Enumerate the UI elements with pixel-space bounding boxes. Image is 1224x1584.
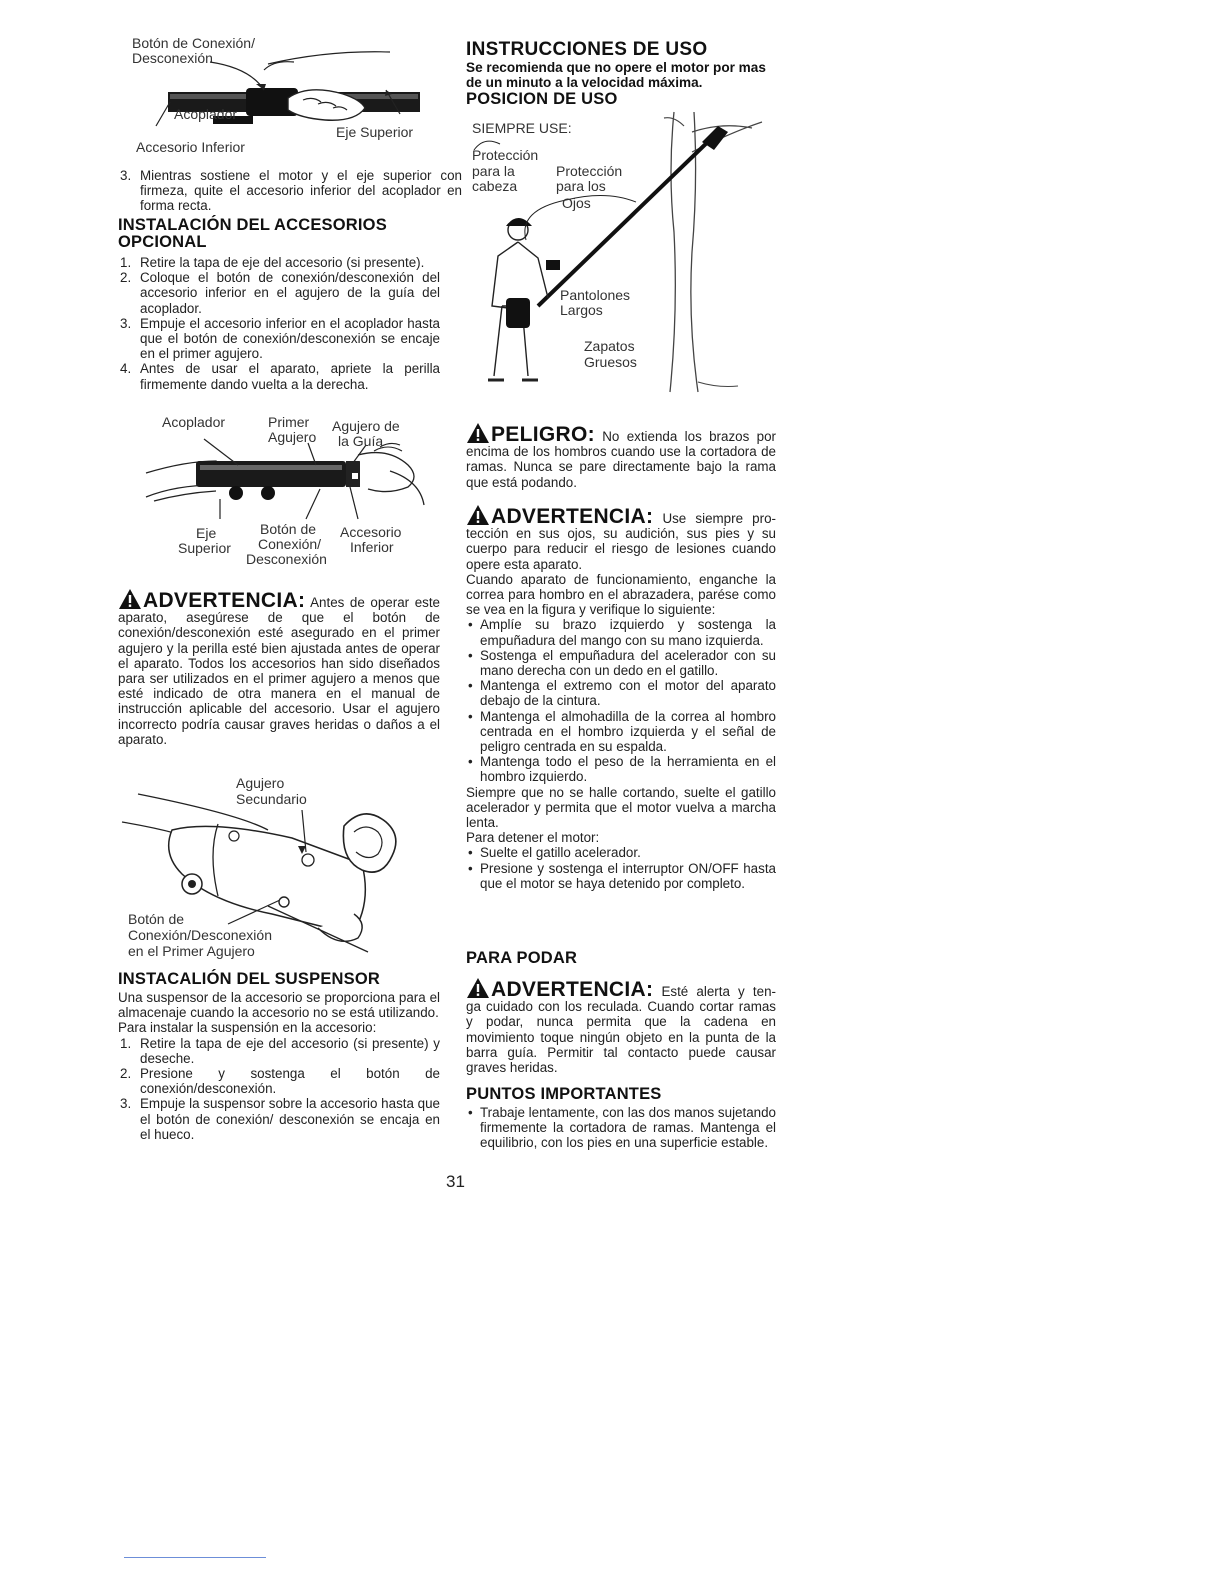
optional-steps <box>118 255 440 392</box>
stop-engine-steps <box>466 845 776 891</box>
fig2-label-first-hole-2: Agujero <box>268 429 317 445</box>
fig4-label-shoes: Zapatos <box>584 338 635 354</box>
warning-text: tección en sus ojos, su audición, sus pies y su cuerpo para reducir el riesgo de lesiones cuando opere esta aparato. <box>466 526 776 572</box>
fig4-label-head-3: cabeza <box>472 178 518 194</box>
warning-triangle-icon <box>466 504 490 526</box>
fig4-label-head: Protección <box>472 147 539 163</box>
fig4-label-head-2: para la <box>472 163 515 179</box>
list-item: • Mantenga el almohadilla de la correa al hombro centrada en el hombro izquierda y el señal de peligro centrada en su espalda. <box>468 708 776 755</box>
suspensor-intro-2: Para instalar la suspensión en la accesorio: <box>118 1020 377 1036</box>
warning-triangle-icon <box>466 422 490 444</box>
step-number: 3. <box>120 168 132 183</box>
figure-coupler-removal <box>118 30 440 160</box>
important-points-section <box>466 1086 776 1151</box>
pruning-warning <box>466 977 776 1075</box>
warning-triangle-icon <box>466 977 490 999</box>
list-item: • Mantenga todo el peso de la herramienta en el hombro izquierdo. <box>468 754 776 785</box>
danger-title: PELIGRO: <box>491 423 595 446</box>
warning-triangle-icon <box>118 588 142 610</box>
fig3-label-hole: Agujero <box>236 775 285 791</box>
optional-section <box>118 217 440 392</box>
fig1-label-coupler: Acoplador <box>174 106 238 122</box>
warning-title: ADVERTENCIA: <box>491 978 654 1001</box>
pruning-section <box>466 950 776 1075</box>
figure-attachment-install <box>118 415 440 575</box>
fig2-label-guide-hole: Agujero de <box>332 418 400 434</box>
fig2-label-upper: Eje <box>196 525 217 541</box>
step-text: Mientras sostiene el motor y el eje superior con firmeza, quite el accesorio inferior del acoplador en forma recta. <box>140 168 462 214</box>
fig3-label-hole-2: Secundario <box>236 791 307 807</box>
list-item: 2. Coloque el botón de conexión/desconexión del accesorio inferior en el agujero de la guía del acoplador. <box>120 270 440 316</box>
list-item: 3. Empuje el accesorio inferior en el acoplador hasta que el botón de conexión/desconexión se encaje en el primer agujero. <box>120 315 440 362</box>
fig4-label-eye: Protección <box>556 163 623 179</box>
list-item: • Presione y sostenga el interruptor ON/OFF hasta que el motor se haya detenido por completo. <box>468 860 776 891</box>
warning-2 <box>466 504 776 891</box>
fig2-label-upper-2: Superior <box>178 540 231 556</box>
warning-title: ADVERTENCIA: <box>143 589 306 612</box>
stop-engine-intro: Para detener el motor: <box>466 830 600 846</box>
fig4-label-eye-2: para los <box>556 178 606 194</box>
fig3-label-button: Botón de <box>128 911 185 927</box>
fig4-label-shoes-2: Gruesos <box>584 354 637 370</box>
optional-heading: INSTALACIÓN DEL ACCESORIOS OPCIONAL <box>118 216 387 251</box>
fig4-label-pants: Pantolones <box>560 287 631 303</box>
important-points-heading: PUNTOS IMPORTANTES <box>466 1085 662 1103</box>
list-item: • Amplíe su brazo izquierdo y sostenga la empuñadura del mango con su mano izquierda. <box>468 617 776 648</box>
fig2-label-lower: Accesorio <box>340 524 402 540</box>
left-column <box>118 0 462 1142</box>
list-item: • Trabaje lentamente, con las dos manos sujetando firmemente la cortadora de ramas. Mantenga el equilibrio, con los pies en una superficie estable. <box>468 1105 776 1151</box>
page-number: 31 <box>446 1172 465 1191</box>
fig1-label-button-2: Desconexión <box>132 50 213 66</box>
suspensor-heading: INSTACALIÓN DEL SUSPENSOR <box>118 970 380 988</box>
footer-rule <box>124 1557 266 1558</box>
fig4-label-always: SIEMPRE USE: <box>472 120 572 136</box>
danger-lead: No extienda los brazos <box>602 429 750 444</box>
warning-title: ADVERTENCIA: <box>491 505 654 528</box>
warning-text: este aparato, asegúrese de que el botón de conexión/desconexión esté asegurado en el primer agujero y la perilla esté bien ajustada antes de operar el aparato. Todos los accesorios han sido diseñados para ser utilizados en el primer agujero a menos que esté indicado de otra manera en el manual de instrucción aplicable del accesorio. Usar el agujero incorrecto podría causar graves heridas o daños a el aparato. <box>118 595 440 747</box>
idle-paragraph: Siempre que no se halle cortando, suelte el gatillo acelerador y permita que el motor vuelva a marcha lenta. <box>466 784 776 831</box>
warning-lead: Antes de operar <box>310 595 410 610</box>
warning-text: ga cuidado con los reculada. Cuando cortar ramas y podar, nunca permita que la cadena en movimiento toque ningún objeto en la punta de la barra guía. Permitir tal contacto puede causar graves heridas. <box>466 999 776 1076</box>
figure-secondary-hole <box>118 776 440 966</box>
fig2-label-button-2: Conexión/ <box>258 536 322 552</box>
position-checklist <box>466 617 776 784</box>
warning-lead: Use siempre pro- <box>662 511 776 526</box>
fig4-label-pants-2: Largos <box>560 302 603 318</box>
list-item: 2. Presione y sostenga el botón de conexión/desconexión. <box>120 1066 440 1097</box>
warning-1 <box>118 588 440 747</box>
fig2-label-lower-2: Inferior <box>350 539 394 555</box>
instructions-note: Se recomienda que no opere el motor por mas de un minuto a la velocidad máxima. <box>466 60 766 90</box>
instructions-heading: INSTRUCCIONES DE USO <box>466 39 708 60</box>
fig3-label-button-2: Conexión/Desconexión <box>128 927 272 943</box>
list-item: 3. Empuje la suspensor sobre la accesorio hasta que el botón de conexión/ desconexión se encaja en el hueco. <box>120 1096 440 1142</box>
fig1-label-lower-attachment: Accesorio Inferior <box>136 139 245 155</box>
danger-notice <box>466 422 776 490</box>
fig1-label-button: Botón de Conexión/ <box>132 35 255 51</box>
fig3-label-button-3: en el Primer Agujero <box>128 943 255 959</box>
fig2-label-button: Botón de <box>260 521 317 537</box>
instructions-section <box>466 40 776 108</box>
step-3-remove <box>118 168 462 214</box>
fig1-label-upper-shaft: Eje Superior <box>336 124 414 140</box>
important-points-list <box>466 1105 776 1151</box>
list-item: 4. Antes de usar el aparato, apriete la perilla firmemente dando vuelta a la derecha. <box>120 361 440 392</box>
warning-paragraph: Cuando aparato de funcionamiento, enganche la correa para hombro en el abrazadera, parése como se vea en la figura y verifique lo siguiente: <box>466 571 776 618</box>
suspensor-intro: Una suspensor de la accesorio se proporciona para el almacenaje cuando la accesorio no se está utilizando. <box>118 990 440 1021</box>
list-item: • Sostenga el empuñadura del acelerador con su mano derecha con un dedo en el gatillo. <box>468 647 776 679</box>
warning-lead: Esté alerta y ten- <box>661 984 776 999</box>
suspensor-steps <box>118 1036 440 1142</box>
list-item: • Mantenga el extremo con el motor del aparato debajo de la cintura. <box>468 678 776 709</box>
position-heading: POSICION DE USO <box>466 90 618 108</box>
list-item: 1. Retire la tapa de eje del accesorio (si presente). <box>120 255 425 270</box>
suspensor-section <box>118 971 440 1142</box>
fig4-label-eye-3: Ojos <box>562 195 591 211</box>
fig2-label-coupler: Acoplador <box>162 414 226 430</box>
fig2-label-button-3: Desconexión <box>246 551 327 567</box>
figure-operating-position <box>466 112 776 402</box>
pruning-heading: PARA PODAR <box>466 949 578 967</box>
list-item: • Suelte el gatillo acelerador. <box>468 845 641 861</box>
list-item: 1. Retire la tapa de eje del accesorio (si presente) y deseche. <box>120 1035 440 1066</box>
fig2-label-first-hole: Primer <box>268 414 310 430</box>
danger-text: por encima de los hombros cuando use la cortadora de ramas. Nunca se pare directamente bajo la rama que está podando. <box>466 429 776 490</box>
fig2-label-guide-hole-2: la Guía <box>338 433 384 449</box>
